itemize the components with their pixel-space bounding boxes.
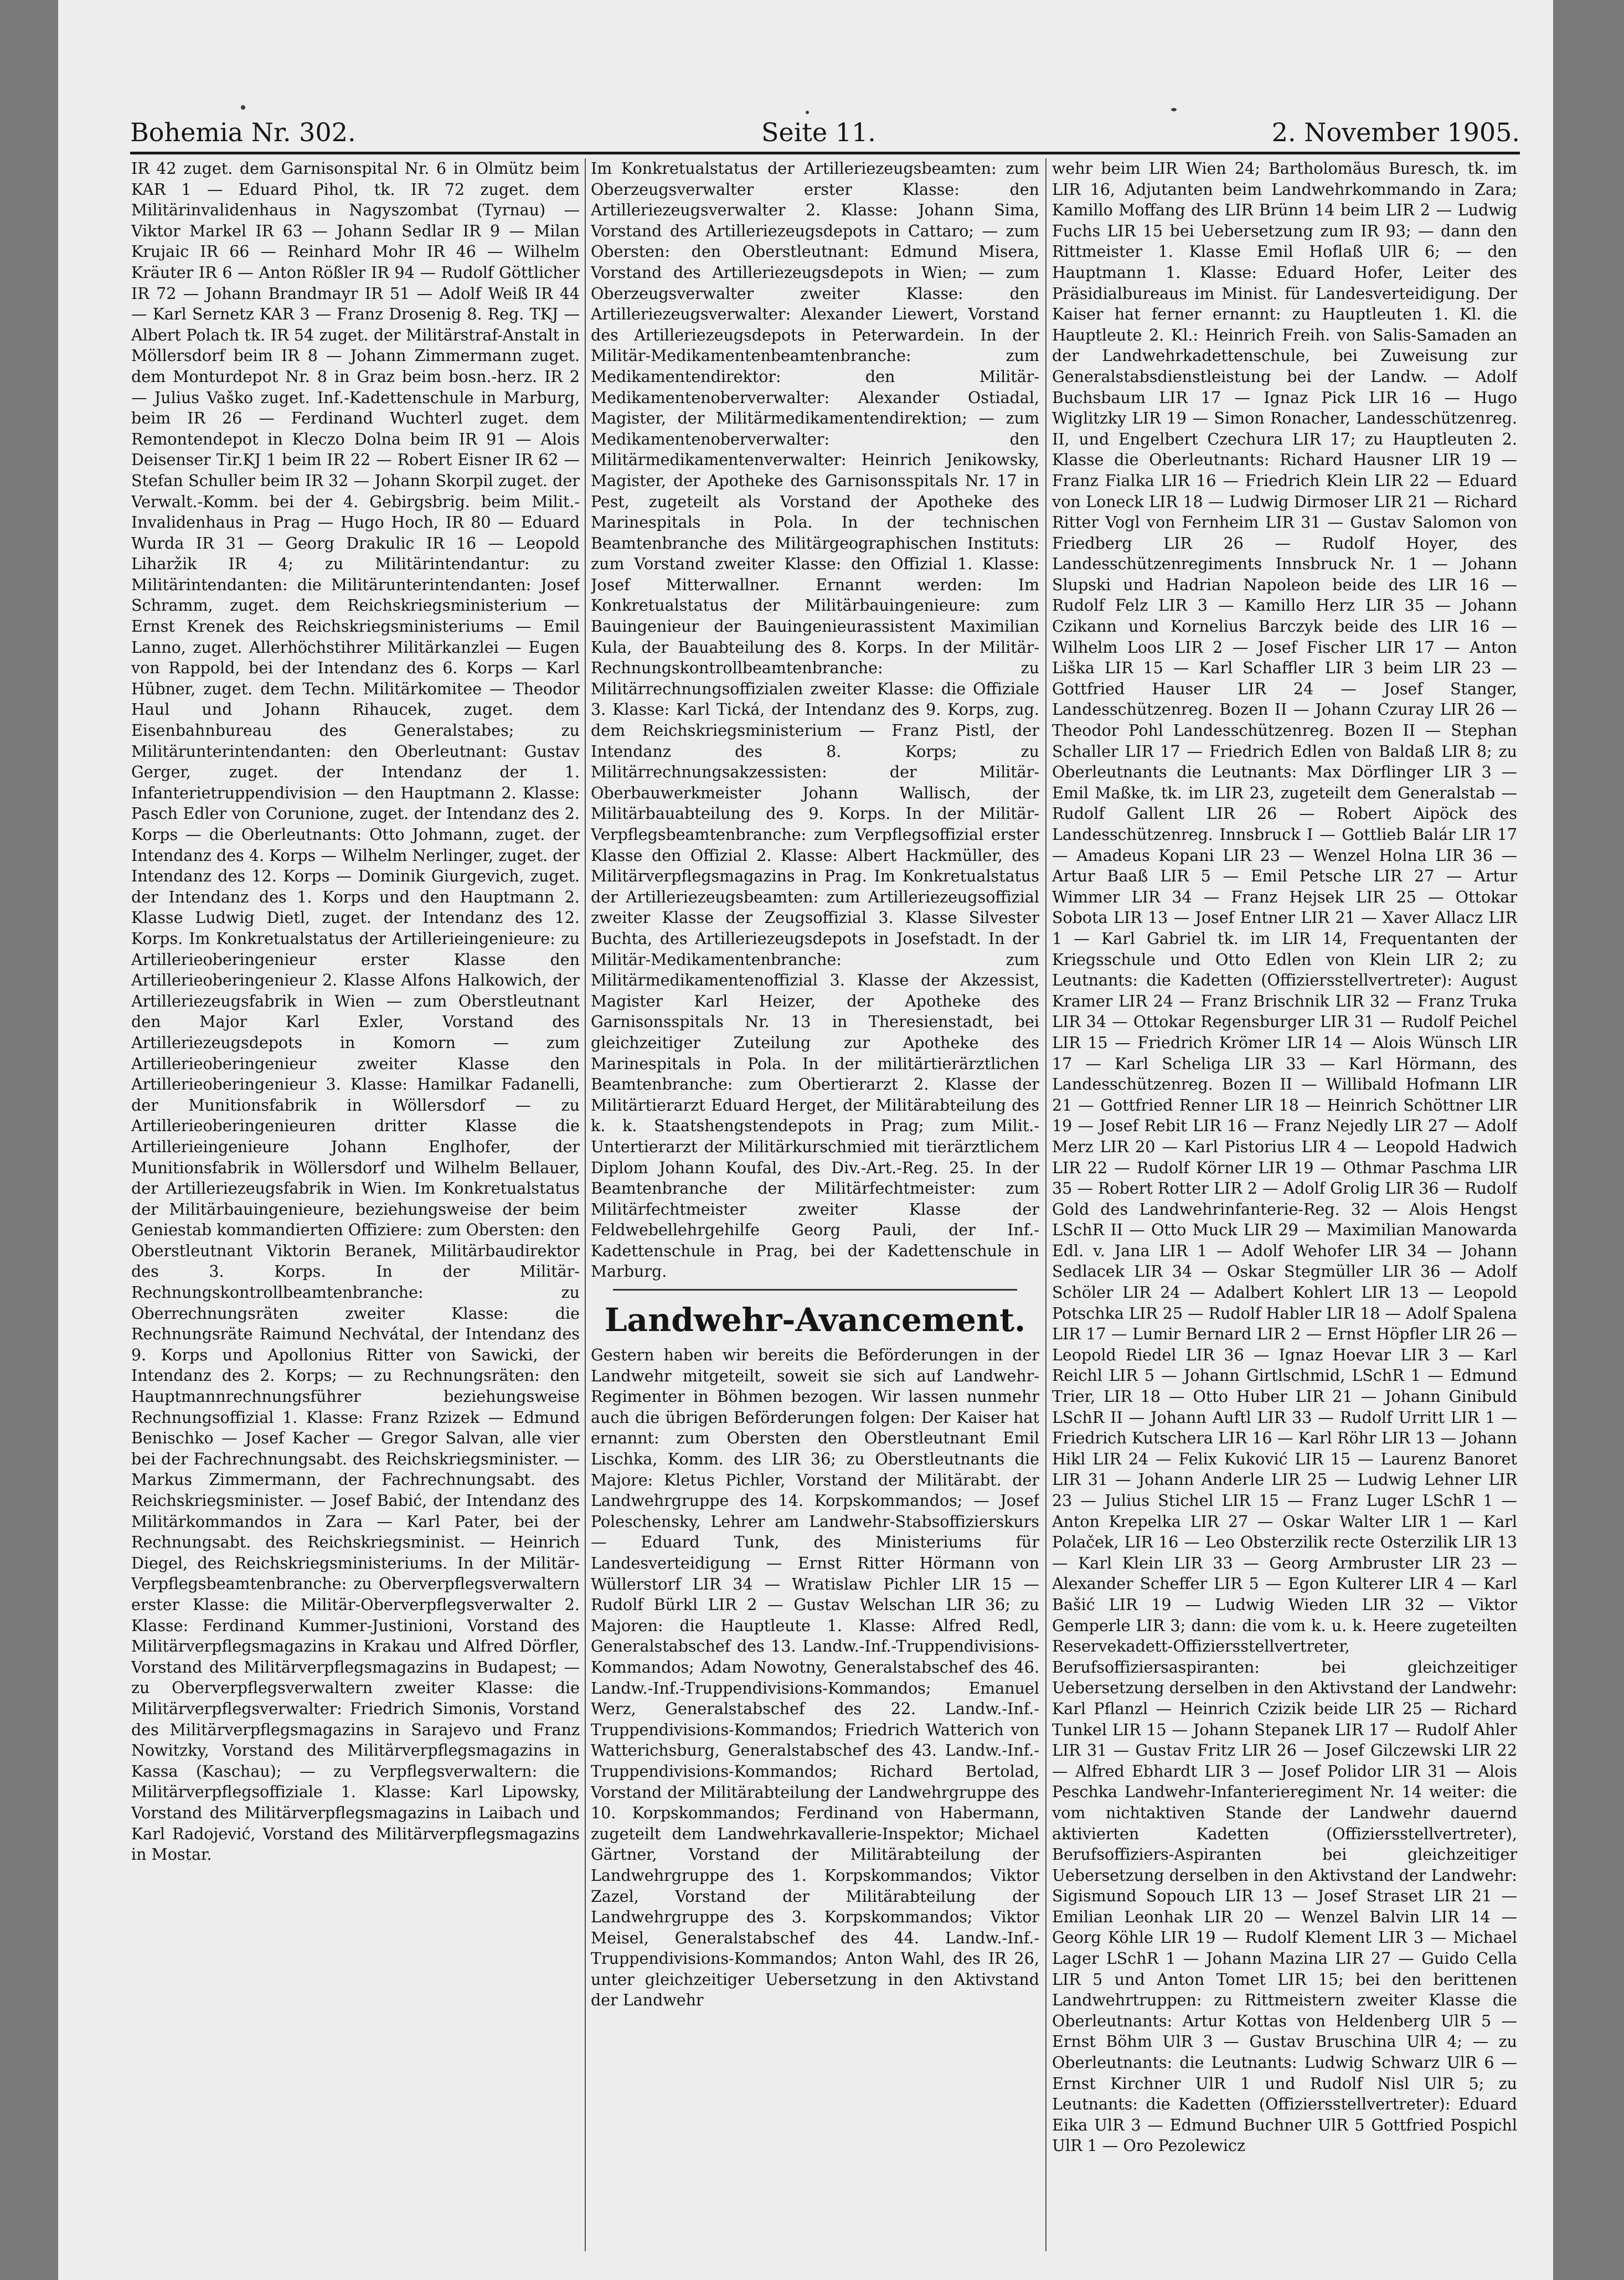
column-2-text: Im Konkretualstatus der Artilleriezeugsbeamten: zum Oberzeugsverwalter erster Klasse: den Artilleriezeugsverwalter 2. Klasse: Johann Sima, Vorstand des Artilleriezeugsdepots in Cattaro; — zum Obersten: den Oberstleutnant: Edmund Misera, Vorstand des Artilleriezeugsdepots in Wien; — zum Oberzeugsverwalter zweiter Klasse: den Artilleriezeugsverwalter: Alexander Liewert, Vorstand des Artilleriezeugsdepots in Peterwardein. In der Militär-Medikamentenbeamtenbranche: zum Medikamentendirektor: den Militär-Medikamentenoberverwalter: Alexander Ostiadal, Magister, der Militärmedikamentendirektion; — zum Medikamentenoberverwalter: den Militärmedikamentenverwalter: Heinrich Jenikowsky, Magister, der Apotheke des Garnisonsspitals Nr. 17 in Pest, zugeteilt als Vorstand der Apotheke des Marinespitals in Pola. In der technischen Beamtenbranche des Militärgeographischen Instituts: zum Vorstand zweiter Klasse: den Offizial 1. Klasse: Josef Mitterwallner. Ernannt werden: Im Konkretualstatus der Militärbauingenieure: zum Bauingenieur der Bauingenieurassistent Maximilian Kula, der Bauabteilung des 8. Korps. In der Militär-Rechnungskontrollbeamtenbranche: zu Militärrechnungsoffizialen zweiter Klasse: die Offiziale 3. Klasse: Karl Tická, der Intendanz des 9. Korps, zug. dem Reichskriegsministerium — Franz Pistl, der Intendanz des 8. Korps; zu Militärrechnungsakzessisten: der Militär-Oberbauwerkmeister Johann Wallisch, der Militärbauabteilung des 9. Korps. In der Militär-Verpflegsbeamtenbranche: zum Verpflegsoffizial erster Klasse den Offizial 2. Klasse: Albert Hackmüller, des Militärverpflegsmagazins in Prag. Im Konkretualstatus der Artilleriezeugsbeamten: zum Artilleriezeugsoffizial zweiter Klasse der Zeugsoffizial 3. Klasse Silvester Buchta, des Artilleriezeugsdepots in Josefstadt. In der Militär-Medikamentenbranche: zum Militärmedikamentenoffizial 3. Klasse der Akzessist, Magister Karl Heizer, der Apotheke des Garnisonsspitals Nr. 13 in Theresienstadt, bei gleichzeitiger Zuteilung zur Apotheke des Marinespitals in Pola. In der militärtierärztlichen Beamtenbranche: zum Obertierarzt 2. Klasse der Militärtierarzt Eduard Herget, der Militärabteilung des k. k. Staatshengstendepots in Prag; zum Milit.-Untertierarzt der Militärkurschmied mit tierärztlichem Diplom Johann Koufal, des Div.-Art.-Reg. 25. In der Beamtenbranche der Militärfechtmeister: zum Militärfechtmeister zweiter Klasse der Feldwebellehrgehilfe Georg Pauli, der Inf.-Kadettenschule in Prag, bei der Kadettenschule in Marburg. <box>591 159 1039 1281</box>
section-heading: Landwehr-Avancement. <box>604 1301 1026 1339</box>
print-speck <box>806 111 809 114</box>
column-divider <box>585 158 586 2251</box>
section-separator <box>613 1289 1017 1291</box>
header-page-number: Seite 11. <box>761 117 876 147</box>
header-newspaper-issue: Bohemia Nr. 302. <box>130 117 356 147</box>
column-1 <box>131 158 580 2251</box>
newspaper-page <box>58 0 1553 2280</box>
print-speck <box>1171 108 1177 111</box>
page-header <box>130 117 1520 151</box>
header-rule <box>130 152 1520 154</box>
column-2-section-text: Gestern haben wir bereits die Beförderungen in der Landwehr mitgeteilt, soweit sie sich auf Landwehr-Regimenter in Böhmen bezogen. Wir lassen nunmehr auch die übrigen Beförderungen folgen: Der Kaiser hat ernannt: zum Obersten den Oberstleutnant Emil Lischka, Komm. des LIR 36; zu Oberstleutnants die Majore: Kletus Pichler, Vorstand der Militärabt. der Landwehrgruppe des 14. Korpskommandos; — Josef Poleschensky, Lehrer am Landwehr-Stabsoffizierskurs — Eduard Tunk, des Ministeriums für Landesverteidigung — Ernst Ritter Hörmann von Wüllerstorf LIR 34 — Wratislaw Pichler LIR 15 — Rudolf Bürkl LIR 2 — Gustav Welschan LIR 36; zu Majoren: die Hauptleute 1. Klasse: Alfred Redl, Generalstabschef des 13. Landw.-Inf.-Truppendivisions-Kommandos; Adam Nowotny, Generalstabschef des 46. Landw.-Inf.-Truppendivisions-Kommandos; Emanuel Werz, Generalstabschef des 22. Landw.-Inf.-Truppendivisions-Kommandos; Friedrich Watterich von Watterichsburg, Generalstabschef des 43. Landw.-Inf.-Truppendivisions-Kommandos; Richard Bertolad, Vorstand der Militärabteilung der Landwehrgruppe des 10. Korpskommandos; Ferdinand von Habermann, zugeteilt dem Landwehrkavallerie-Inspektor; Michael Gärtner, Vorstand der Militärabteilung der Landwehrgruppe des 1. Korpskommandos; Viktor Zazel, Vorstand der Militärabteilung der Landwehrgruppe des 3. Korpskommandos; Viktor Meisel, Generalstabschef des 44. Landw.-Inf.-Truppendivisions-Kommandos; Anton Wahl, des IR 26, unter gleichzeitiger Uebersetzung in den Aktivstand der Landwehr <box>591 1346 1039 2010</box>
header-date: 2. November 1905. <box>1271 117 1520 147</box>
print-speck <box>241 105 245 110</box>
column-3 <box>1052 158 1517 2251</box>
column-1-text: IR 42 zuget. dem Garnisonspital Nr. 6 in Olmütz beim KAR 1 — Eduard Pihol, tk. IR 72 zuget. dem Militärinvalidenhaus in Nagyszombat (Tyrnau) — Viktor Markel IR 63 — Johann Sedlar IR 9 — Milan Krujaic IR 66 — Reinhard Mohr IR 46 — Wilhelm Kräuter IR 6 — Anton Rößler IR 94 — Rudolf Göttlicher IR 72 — Johann Brandmayr IR 51 — Adolf Weiß IR 44 — Karl Sernetz KAR 3 — Franz Drosenig 8. Reg. TKJ — Albert Polach tk. IR 54 zuget. der Militärstraf-Anstalt in Möllersdorf beim IR 8 — Johann Zimmermann zuget. dem Monturdepot Nr. 8 in Graz beim bosn.-herz. IR 2 — Julius Vaško zuget. Inf.-Kadettenschule in Marburg, beim IR 26 — Ferdinand Wuchterl zuget. dem Remontendepot in Kleczo Dolna beim IR 91 — Alois Deisenser Tir.KJ 1 beim IR 22 — Robert Eisner IR 62 — Stefan Schuller beim IR 32 — Johann Skorpil zuget. der Verwalt.-Komm. bei der 4. Gebirgsbrig. beim Milit.-Invalidenhaus in Prag — Hugo Hoch, IR 80 — Eduard Wurda IR 31 — Georg Drakulic IR 16 — Leopold Liharžik IR 4; zu Militärintendantur: zu Militärintendanten: die Militärunterintendanten: Josef Schramm, zuget. dem Reichskriegsministerium — Ernst Krenek des Reichskriegsministeriums — Emil Lanno, zuget. Allerhöchstihrer Militärkanzlei — Eugen von Rappold, bei der Intendanz des 6. Korps — Karl Hübner, zuget. dem Techn. Militärkomitee — Theodor Haul und Johann Rihaucek, zuget. dem Eisenbahnbureau des Generalstabes; zu Militärunterintendanten: den Oberleutnant: Gustav Gerger, zuget. der Intendanz der 1. Infanterietruppendivision — den Hauptmann 2. Klasse: Pasch Edler von Corunione, zuget. der Intendanz des 2. Korps — die Oberleutnants: Otto Johmann, zuget. der Intendanz des 4. Korps — Wilhelm Nerlinger, zuget. der Intendanz des 12. Korps — Dominik Giurgevich, zuget. der Intendanz des 1. Korps und den Hauptmann 2. Klasse Ludwig Dietl, zuget. der Intendanz des 12. Korps. Im Konkretualstatus der Artillerieingenieure: zu Artillerieoberingenieur erster Klasse den Artillerieoberingenieur 2. Klasse Alfons Halkowich, der Artilleriezeugsfabrik in Wien — zum Oberstleutnant den Major Karl Exler, Vorstand des Artilleriezeugsdepots in Komorn — zum Artillerieoberingenieur zweiter Klasse den Artillerieoberingenieur 3. Klasse: Hamilkar Fadanelli, der Munitionsfabrik in Wöllersdorf — zu Artillerieoberingenieuren dritter Klasse die Artillerieingenieure Johann Englhofer, der Munitionsfabrik in Wöllersdorf und Wilhelm Bellauer, der Artilleriezeugsfabrik in Wien. Im Konkretualstatus der Militärbauingenieure, beziehungsweise der beim Geniestab kommandierten Offiziere: zum Obersten: den Oberstleutnant Viktorin Beranek, Militärbaudirektor des 3. Korps. In der Militär-Rechnungskontrollbeamtenbranche: zu Oberrechnungsräten zweiter Klasse: die Rechnungsräte Raimund Nechvátal, der Intendanz des 9. Korps und Apollonius Ritter von Sawicki, der Intendanz des 2. Korps; — zu Rechnungsräten: den Hauptmannrechnungsführer beziehungsweise Rechnungsoffizial 1. Klasse: Franz Rzizek — Edmund Benischko — Josef Kacher — Gregor Salvan, alle vier bei der Fachrechnungsabt. des Reichskriegsminister. — Markus Zimmermann, der Fachrechnungsabt. des Reichskriegsminister. — Josef Babić, der Intendanz des Militärkommandos in Zara — Karl Pater, bei der Rechnungsabt. des Reichskriegsminist. — Heinrich Diegel, des Reichskriegsministeriums. In der Militär-Verpflegsbeamtenbranche: zu Oberverpflegsverwaltern erster Klasse: die Militär-Oberverpflegsverwalter 2. Klasse: Ferdinand Kummer-Justinioni, Vorstand des Militärverpflegsmagazins in Krakau und Alfred Dörfler, Vorstand des Militärverpflegsmagazins in Budapest; — zu Oberverpflegsverwaltern zweiter Klasse: die Militärverpflegsverwalter: Friedrich Simonis, Vorstand des Militärverpflegsmagazins in Sarajevo und Franz Nowitzky, Vorstand des Militärverpflegsmagazins in Kassa (Kaschau); — zu Verpflegsverwaltern: die Militärverpflegsoffiziale 1. Klasse: Karl Lipowsky, Vorstand des Militärverpflegsmagazins in Laibach und Karl Radojević, Vorstand des Militärverpflegsmagazins in Mostar. <box>131 159 580 1864</box>
column-3-text: wehr beim LIR Wien 24; Bartholomäus Buresch, tk. im LIR 16, Adjutanten beim Landwehrkommando in Zara; Kamillo Moffang des LIR Brünn 14 beim LIR 2 — Ludwig Fuchs LIR 15 bei Uebersetzung zum IR 93; — dann den Rittmeister 1. Klasse Emil Hoflaß UlR 6; — den Hauptmann 1. Klasse: Eduard Hofer, Leiter des Präsidialbureaus im Minist. für Landesverteidigung. Der Kaiser hat ferner ernannt: zu Hauptleuten 1. Kl. die Hauptleute 2. Kl.: Heinrich Freih. von Salis-Samaden an der Landwehrkadettenschule, bei Zuweisung zur Generalstabsdienstleistung bei der Landw. — Adolf Buchsbaum LIR 17 — Ignaz Pick LIR 16 — Hugo Wiglitzky LIR 19 — Simon Ronacher, Landesschützenreg. II, und Engelbert Czechura LIR 17; zu Hauptleuten 2. Klasse die Oberleutnants: Richard Hausner LIR 19 — Franz Fialka LIR 16 — Friedrich Klein LIR 22 — Eduard von Loneck LIR 18 — Ludwig Dirmoser LIR 21 — Richard Ritter Vogl von Fernheim LIR 31 — Gustav Salomon von Friedberg LIR 26 — Rudolf Hoyer, des Landesschützenregiments Innsbruck Nr. 1 — Johann Slupski und Hadrian Napoleon beide des LIR 16 — Rudolf Felz LIR 3 — Kamillo Herz LIR 35 — Johann Czikann und Kornelius Barczyk beide des LIR 16 — Wilhelm Loos LIR 2 — Josef Fischer LIR 17 — Anton Liška LIR 15 — Karl Schaffler LIR 3 beim LIR 23 — Gottfried Hauser LIR 24 — Josef Stanger, Landesschützenreg. Bozen II — Johann Czuray LIR 26 — Theodor Pohl Landesschützenreg. Bozen II — Stephan Schaller LIR 17 — Friedrich Edlen von Baldaß LIR 8; zu Oberleutnants die Leutnants: Max Dörflinger LIR 3 — Emil Maßke, tk. im LIR 23, zugeteilt dem Generalstab — Rudolf Gallent LIR 26 — Robert Aipöck des Landesschützenreg. Innsbruck I — Gottlieb Balár LIR 17 — Amadeus Kopani LIR 23 — Wenzel Holna LIR 36 — Artur Baaß LIR 5 — Emil Petsche LIR 27 — Artur Wimmer LIR 34 — Franz Hejsek LIR 25 — Ottokar Sobota LIR 13 — Josef Entner LIR 21 — Xaver Allacz LIR 1 — Karl Gabriel tk. im LIR 14, Frequentanten der Kriegsschule und Otto Edlen von Klein LIR 2; zu Leutnants: die Kadetten (Offiziersstellvertreter): August Kramer LIR 24 — Franz Brischnik LIR 32 — Franz Truka LIR 34 — Ottokar Regensburger LIR 31 — Rudolf Peichel LIR 15 — Friedrich Krömer LIR 14 — Alois Wünsch LIR 17 — Karl Scheliga LIR 33 — Karl Hörmann, des Landesschützenreg. Bozen II — Willibald Hofmann LIR 21 — Gottfried Renner LIR 18 — Heinrich Schöttner LIR 19 — Josef Rebit LIR 16 — Franz Nejedly LIR 27 — Adolf Merz LIR 20 — Karl Pistorius LIR 4 — Leopold Hadwich LIR 22 — Rudolf Körner LIR 19 — Othmar Paschma LIR 35 — Robert Rotter LIR 2 — Adolf Grolig LIR 36 — Rudolf Gold des Landwehrinfanterie-Reg. 32 — Alois Hengst LSchR II — Otto Muck LIR 29 — Maximilian Manowarda Edl. v. Jana LIR 1 — Adolf Wehofer LIR 34 — Johann Sedlacek LIR 34 — Oskar Stegmüller LIR 36 — Adolf Schöler LIR 24 — Adalbert Kohlert LIR 13 — Leopold Potschka LIR 25 — Rudolf Habler LIR 18 — Adolf Spalena LIR 17 — Lumir Bernard LIR 2 — Ernst Höpfler LIR 26 — Leopold Riedel LIR 36 — Ignaz Hoevar LIR 3 — Karl Reichl LIR 5 — Johann Girtlschmid, LSchR 1 — Edmund Trier, LIR 18 — Otto Huber LIR 21 — Johann Ginibuld LSchR II — Johann Auftl LIR 33 — Rudolf Urritt LIR 1 — Friedrich Kutschera LIR 16 — Karl Röhr LIR 13 — Johann Hikl LIR 24 — Felix Kuković LIR 15 — Laurenz Banoret LIR 31 — Johann Anderle LIR 25 — Ludwig Lehner LIR 23 — Julius Stichel LIR 15 — Franz Luger LSchR 1 — Anton Krepelka LIR 27 — Oskar Walter LIR 1 — Karl Polaček, LIR 16 — Leo Obsterzilik recte Osterzilik LIR 13 — Karl Klein LIR 33 — Georg Armbruster LIR 23 — Alexander Scheffer LIR 5 — Egon Kulterer LIR 4 — Karl Bašić LIR 19 — Ludwig Wieden LIR 32 — Viktor Gemperle LIR 3; dann: die vom k. u. k. Heere zugeteilten Reservekadett-Offiziersstellvertreter, Berufsoffiziersaspiranten: bei gleichzeitiger Uebersetzung derselben in den Aktivstand der Landwehr: Karl Pflanzl — Heinrich Czizik beide LIR 25 — Richard Tunkel LIR 15 — Johann Stepanek LIR 17 — Rudolf Ahler LIR 31 — Gustav Fritz LIR 26 — Josef Gilczewski LIR 22 — Alfred Ebhardt LIR 3 — Josef Polidor LIR 31 — Alois Peschka Landwehr-Infanterieregiment Nr. 14 weiter: die vom nichtaktiven Stande der Landwehr dauernd aktivierten Kadetten (Offiziersstellvertreter), Berufsoffiziers-Aspiranten bei gleichzeitiger Uebersetzung derselben in den Aktivstand der Landwehr: Sigismund Sopouch LIR 13 — Josef Straset LIR 21 — Emilian Leonhak LIR 20 — Wenzel Balvin LIR 14 — Georg Köhle LIR 19 — Rudolf Klement LIR 3 — Michael Lager LSchR 1 — Johann Mazina LIR 27 — Guido Cella LIR 5 und Anton Tomet LIR 15; bei den berittenen Landwehrtruppen: zu Rittmeistern zweiter Klasse die Oberleutnants: Artur Kottas von Heldenberg UlR 5 — Ernst Böhm UlR 3 — Gustav Bruschina UlR 4; — zu Oberleutnants: die Leutnants: Ludwig Schwarz UlR 6 — Ernst Kirchner UlR 1 und Rudolf Nisl UlR 5; zu Leutnants: die Kadetten (Offiziersstellvertreter): Eduard Eika UlR 3 — Edmund Buchner UlR 5 Gottfried Pospichl UlR 1 — Oro Pezolewicz <box>1052 159 1517 2155</box>
column-2 <box>591 158 1039 2251</box>
column-divider <box>1045 158 1046 2251</box>
